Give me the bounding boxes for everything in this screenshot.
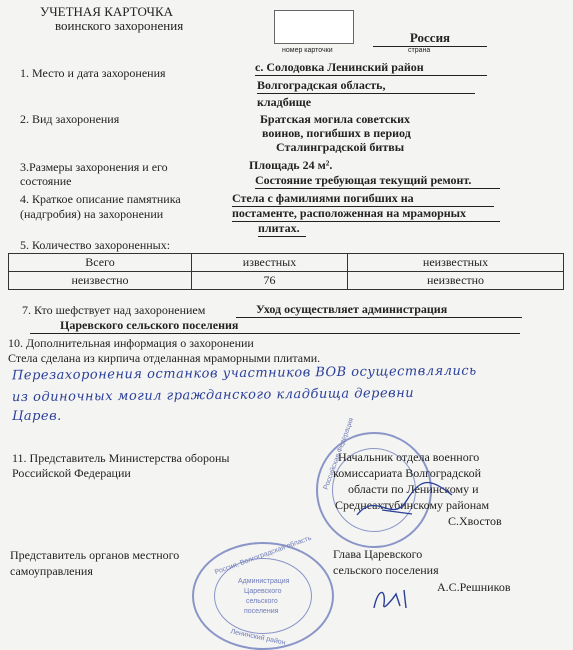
table-row xyxy=(9,272,564,290)
admin-seal-bottom-text: Ленинский район xyxy=(229,628,287,647)
card-number-label: номер карточки xyxy=(282,47,333,54)
field-7-value-line2: Царевского сельского поселения xyxy=(30,318,520,334)
field-7-value-line1: Уход осуществляет администрация xyxy=(236,302,522,318)
mil-name: С.Хвостов xyxy=(448,514,502,528)
handwritten-line3: Царев. xyxy=(12,409,62,424)
field-10-label: 10. Дополнительная информация о захоронении xyxy=(8,336,254,350)
table-header-row xyxy=(9,254,564,272)
admin-seal-center4: поселения xyxy=(244,608,279,615)
field-4-value-line1: Стела с фамилиями погибших на xyxy=(232,191,494,207)
mod-rep-line1: 11. Представитель Министерства обороны xyxy=(12,451,230,465)
field-10-text: Стела сделана из кирпича отделанная мраморными плитами. xyxy=(8,351,321,365)
table-cell: 76 xyxy=(192,272,348,290)
field-2-value-line3: Сталинградской битвы xyxy=(276,140,405,154)
mod-rep-line2: Российской Федерации xyxy=(12,466,131,480)
handwritten-line2: из одиночных могил гражданского кладбища деревни xyxy=(11,385,415,406)
admin-seal-center1: Администрация xyxy=(238,578,290,585)
table-cell: неизвестно xyxy=(9,272,192,290)
field-1-value-line1: с. Солодовка Ленинский район xyxy=(255,60,487,76)
field-4-value-line3: плитах. xyxy=(258,221,306,237)
field-2-value-line2: воинов, погибших в период xyxy=(262,126,411,140)
table-cell: неизвестно xyxy=(348,272,564,290)
country-value: Россия xyxy=(373,30,487,47)
field-3-value-line2: Состояние требующая текущий ремонт. xyxy=(255,173,500,189)
country-label: страна xyxy=(408,47,431,54)
head-line2: сельского поселения xyxy=(333,563,439,577)
burials-count-table xyxy=(8,253,564,290)
mil-line3: области по Ленинскому и xyxy=(348,482,479,496)
table-header-cell: известных xyxy=(192,254,348,272)
card-number-box xyxy=(274,10,354,44)
administration-seal xyxy=(192,534,334,650)
field-3-label-line1: 3.Размеры захоронения и его xyxy=(20,160,168,174)
field-1-label: 1. Место и дата захоронения xyxy=(20,66,166,80)
military-signature xyxy=(352,470,462,530)
field-4-value-line2: постаменте, расположенная на мраморных xyxy=(232,206,500,222)
mil-line1: Начальник отдела военного xyxy=(338,450,480,464)
mil-line4: Среднеахтубинскому районам xyxy=(335,498,490,512)
local-rep-line1: Представитель органов местного xyxy=(10,548,180,562)
local-rep-line2: самоуправления xyxy=(10,564,93,578)
field-5-label: 5. Количество захороненных: xyxy=(20,238,171,252)
field-4-label-line1: 4. Краткое описание памятника xyxy=(20,192,181,206)
field-7-label: 7. Кто шефствует над захоронением xyxy=(22,303,206,317)
field-4-label-line2: (надгробия) на захоронении xyxy=(20,207,164,221)
mil-line2: комиссариата Волгоградской xyxy=(333,466,482,480)
head-line1: Глава Царевского xyxy=(333,547,423,561)
table-header-cell: Всего xyxy=(9,254,192,272)
military-seal-text: Российская Федерация xyxy=(322,416,356,491)
card-title: УЧЕТНАЯ КАРТОЧКА xyxy=(40,4,174,19)
admin-seal-top-text: Россия, Волгоградская область xyxy=(213,534,313,577)
field-3-label-line2: состояние xyxy=(20,174,72,188)
field-3-value-line1: Площадь 24 м². xyxy=(249,158,333,172)
card-subtitle: воинского захоронения xyxy=(55,18,184,33)
table-header-cell: неизвестных xyxy=(348,254,564,272)
handwritten-line1: Перезахоронения останков участников ВОВ осуществлялись xyxy=(11,363,477,384)
field-2-value-line1: Братская могила советских xyxy=(260,112,411,126)
field-1-value-line2: Волгоградская область, xyxy=(257,78,475,94)
head-signature xyxy=(370,580,420,616)
field-2-label: 2. Вид захоронения xyxy=(20,112,120,126)
field-1-value-line3: кладбище xyxy=(257,95,312,109)
admin-seal-center3: сельского xyxy=(246,598,278,605)
admin-seal-center2: Царевского xyxy=(244,588,282,595)
head-name: А.С.Решников xyxy=(437,580,511,594)
